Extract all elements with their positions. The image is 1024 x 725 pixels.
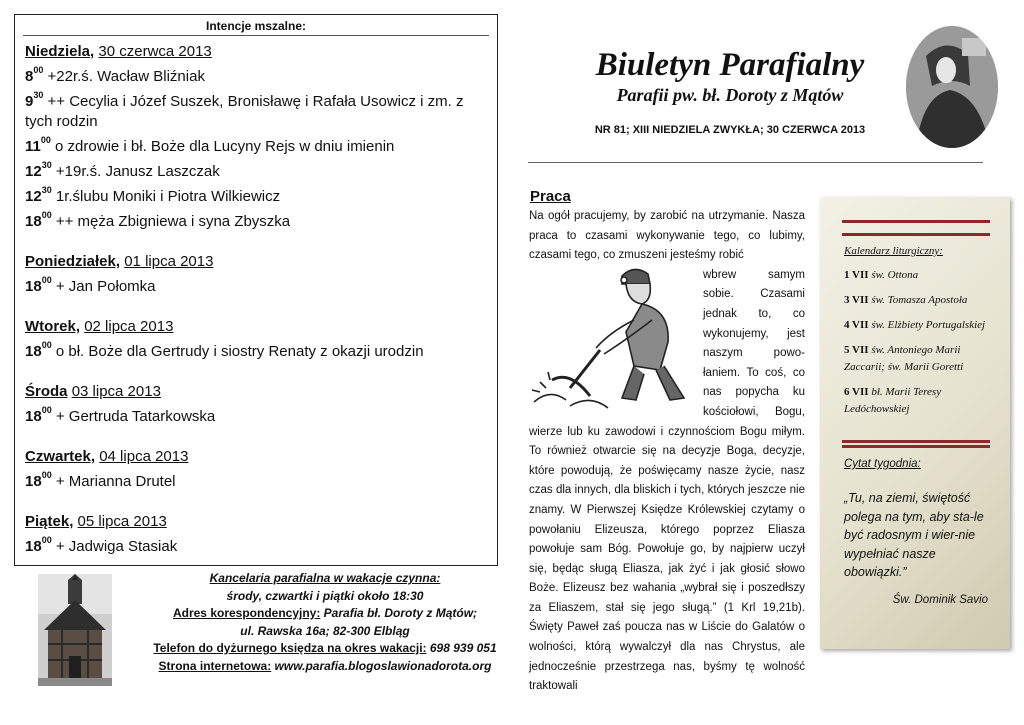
intentions-title: Intencje mszalne: [23,15,489,36]
article-wrap-line: jednak to, co [703,307,805,320]
office-hours-intro: parafialna w wakacje czynna: [270,571,441,585]
article-wrap-line: sobie. Czasami [703,288,805,301]
mass-minute: 00 [41,535,52,545]
day-heading [25,512,487,532]
mass-hour: 12 [25,188,42,205]
mass-entry [25,467,487,492]
day-name: Niedziela, [25,43,95,60]
mass-entry [25,272,487,297]
mass-hour: 18 [25,278,42,295]
day-heading [25,447,487,467]
day-date: 03 lipca 2013 [71,383,161,400]
address-name: Parafia bł. Doroty z Mątów; [320,606,478,620]
mass-entry [25,132,487,157]
day-heading [25,317,487,337]
parish-office-info [130,570,520,675]
intention-day [25,382,487,427]
intention-day [25,252,487,297]
article-title: Praca [530,188,571,205]
article-wrap-line: wykonujemy, jest [703,327,805,340]
saint-portrait [906,26,998,148]
feast-entry [844,317,994,334]
bulletin-subtitle: Parafii pw. bł. Doroty z Mątów [616,85,844,105]
phone-label: Telefon do dyżurnego księdza na okres wakacji: [153,641,427,655]
mass-entry [25,87,487,132]
day-date: 30 czerwca 2013 [98,43,212,60]
church-photo [38,574,112,686]
mass-entry [25,402,487,427]
feast-name: bł. Marii Teresy Ledóchowskiej [844,386,942,415]
mass-minute: 30 [33,90,44,100]
header-divider [528,162,983,163]
intention-day [25,447,487,492]
mass-entry [25,532,487,557]
mass-intention-text: +19r.ś. Janusz Laszczak [55,163,220,180]
mass-minute: 30 [41,185,52,195]
website-label: Strona internetowa: [158,658,272,673]
intentions-list [15,36,497,566]
mass-hour: 18 [25,408,42,425]
mass-intention-text: + Marianna Drutel [55,473,176,490]
feast-entry [844,384,994,418]
mass-hour: 12 [25,163,42,180]
issue-line: NR 81; XIII NIEDZIELA ZWYKŁA; 30 CZERWCA 2013 [594,124,866,136]
feast-date: 4 VII [844,319,869,331]
feast-date: 6 VII [844,386,869,398]
mass-minute: 00 [41,210,52,220]
quote-title: Cytat tygodnia: [844,458,921,470]
day-heading [25,252,487,272]
mass-hour: 18 [25,213,42,230]
sidebar-top-bar [842,220,990,223]
phone-number: 698 939 051 [426,641,497,655]
day-date: 02 lipca 2013 [84,318,174,335]
feast-date: 1 VII [844,269,869,281]
mass-intention-text: ++ męża Zbigniewa i syna Zbyszka [55,213,291,230]
article-wrap-line: nas popycha ku [703,386,805,399]
mass-hour: 11 [25,138,41,155]
sidebar-mid-bar [842,440,990,443]
bulletin-title: Biuletyn Parafialny [595,47,865,83]
day-name: Piątek, [25,513,74,530]
feast-name: św. Tomasza Apostoła [871,294,968,306]
article-wrapped-lines [703,266,805,423]
office-hours: środy, czwartki i piątki około 18:30 [226,588,424,603]
calendar-title: Kalendarz liturgiczny: [844,245,943,257]
website-url: www.parafia.blogoslawionadorota.org [271,658,492,673]
day-date: 01 lipca 2013 [124,253,214,270]
mass-minute: 30 [41,160,52,170]
mass-entry [25,157,487,182]
article-wrap-line: kościołowi, Bogu, [703,405,805,418]
article-wrap-line: naszym powo- [703,347,805,360]
mass-minute: 00 [41,275,52,285]
article-wrap-line: wbrew samym [703,268,805,281]
mass-entry [25,337,487,362]
mass-hour: 18 [25,473,42,490]
day-date: 04 lipca 2013 [99,448,189,465]
liturgical-sidebar [820,197,1010,649]
intention-day [25,512,487,557]
article-wrap-line: łaniem. To coś, co [703,366,805,379]
mass-intentions-box [14,14,498,566]
article-continuation: wierze lub ku zawodowi i czynnościom Bogu miłym. To również otwarcie się na decyzje Boga, decyzje, które powodują, że poświęcamy nasze życie, nasz czas dla innych, dla bliskich i tych, których jeszcze nie znamy. W Pierwszej Księdze Królewskiej czytamy o powołaniu Elizeusza, którego poprzez Eliasza powołuje sam Bóg. Powołuje go, by najpierw uczył się, będąc sługą Eliasza, jak żyć i jak głosić słowo Boże. Elizeusz bez wahania „wybrał się i poszedłszy za Eliaszem, stał się jego sługą.” (1 Krl 19,21b). Święty Paweł zaś poucza nas w Liście do Galatów o wolności, którą wywalczył dla nas Chrystus, ale jednocześnie przestrzega nas, byśmy tę wolność traktowali [529,425,805,693]
mass-intention-text: ++ Cecylia i Józef Suszek, Bronisławę i Rafała Usowicz i zm. z tych rodzin [25,93,464,130]
mass-hour: 9 [25,93,34,110]
feast-date: 5 VII [844,344,869,356]
mass-intention-text: + Jan Połomka [55,278,156,295]
feast-entry [844,342,994,376]
mass-intention-text: 1r.ślubu Moniki i Piotra Wilkiewicz [55,188,281,205]
day-name: Wtorek, [25,318,81,335]
masthead [560,46,900,106]
mass-minute: 00 [33,65,44,75]
feast-list [844,267,994,426]
mass-hour: 8 [25,68,34,85]
address-label: Adres korespondencyjny: [172,606,321,620]
day-name: Czwartek, [25,448,96,465]
mass-entry [25,207,487,232]
day-date: 05 lipca 2013 [77,513,167,530]
mass-entry [25,182,487,207]
mass-intention-text: o bł. Boże dla Gertrudy i siostry Renaty z okazji urodzin [55,343,424,360]
mass-intention-text: +22r.ś. Wacław Bliźniak [47,68,205,85]
mass-minute: 00 [40,135,51,145]
sidebar-top-bar-2 [842,233,990,236]
mass-minute: 00 [41,340,52,350]
address-street: ul. Rawska 16a; 82-300 Elbląg [240,623,410,638]
sidebar-mid-bar-2 [842,445,990,448]
mass-intention-text: o zdrowie i bł. Boże dla Lucyny Rejs w dniu imienin [55,138,395,155]
article-intro: Na ogół pracujemy, by zarobić na utrzymanie. Nasza praca to czasami wykonywanie tego, co lubimy, czasami tego, co zmuszeni jesteśmy robić [529,210,805,262]
feast-name: św. Ottona [871,269,919,281]
day-name: Środa [25,383,68,400]
mass-intention-text: + Jadwiga Stasiak [55,538,178,555]
quote-author: Św. Dominik Savio [892,594,988,606]
quote-text: „Tu, na ziemi, świętość polega na tym, aby sta-le być radosnym i wier-nie wypełniać nasze obowiązki.” [844,491,984,579]
mass-entry [25,62,487,87]
feast-entry [844,292,994,309]
miner-illustration [530,262,700,412]
day-heading [25,42,487,62]
feast-entry [844,267,994,284]
mass-hour: 18 [25,538,42,555]
intention-day [25,317,487,362]
mass-minute: 00 [41,470,52,480]
day-heading [25,382,487,402]
feast-name: św. Antoniego Marii Zaccarii; św. Marii Goretti [844,344,964,373]
mass-intention-text: + Gertruda Tatarkowska [55,408,216,425]
feast-name: św. Elżbiety Portugalskiej [871,319,986,331]
mass-minute: 00 [41,405,52,415]
office-label: Kancelaria [209,571,271,585]
day-name: Poniedziałek, [25,253,121,270]
mass-hour: 18 [25,343,42,360]
feast-date: 3 VII [844,294,869,306]
intention-day [25,42,487,232]
